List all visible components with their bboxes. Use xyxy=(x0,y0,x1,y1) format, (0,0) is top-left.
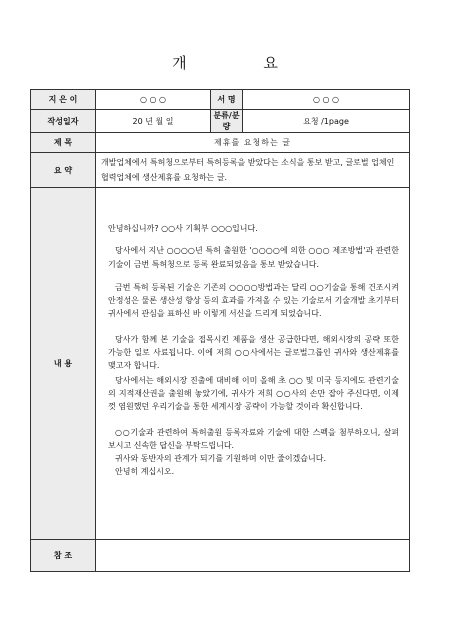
content-body xyxy=(96,188,410,540)
summary-label: 요 약 xyxy=(31,153,96,188)
author-label: 지 은 이 xyxy=(31,90,96,110)
content-paragraph: 귀사와 동반자의 관계가 되기를 기원하며 이만 줄이겠습니다. xyxy=(115,454,326,464)
subject-value: 제휴를 요청하는 글 xyxy=(96,133,410,153)
signature-value: ○ ○ ○ xyxy=(243,90,410,110)
summary-text: 개발업체에서 특허청으로부터 특허등록을 받았다는 소식을 통보 받고, 글로벌 업체인 협력업체에 생산제휴를 요청하는 글. xyxy=(96,153,410,188)
signature-label: 서 명 xyxy=(211,90,243,110)
content-paragraph: 안녕히 계십시오. xyxy=(115,467,175,477)
author-value: ○ ○ ○ xyxy=(96,90,211,110)
date-label: 작성일자 xyxy=(31,110,96,133)
reference-label: 참 조 xyxy=(31,540,96,572)
category-label: 분류/분량 xyxy=(211,110,243,133)
overview-form xyxy=(30,89,410,572)
content-paragraph: ○○기술과 관련하여 특허출원 등록자료와 기술에 대한 스펙을 첨부하오니, 살펴보시고 신속한 답신을 부탁드립니다. xyxy=(108,427,399,450)
content-label: 내 용 xyxy=(31,188,96,540)
document-title: 개 요 xyxy=(172,54,314,72)
content-paragraph: 금번 특허 등록된 기술은 기존의 ○○○○방법과는 달리 ○○기술을 통해 건조시켜 안정성은 물론 생산성 향상 등의 효과를 가져올 수 있는 기술로서 기술개발 초기부터 귀사에서 관심을 표하신 바 이렇게 서신을 드리게 되었습니다. xyxy=(108,282,399,319)
content-paragraph: 당사가 함께 본 기술을 접목시킨 제품을 생산 공급한다면, 해외시장의 공략 또한 가능한 일로 사료됩니다. 이에 저희 ○○사에서는 글로벌그룹인 귀사와 생산제휴를 맺고자 합니다. xyxy=(108,334,399,371)
reference-value xyxy=(96,540,410,572)
date-value: 20 년 월 일 xyxy=(96,110,211,133)
content-paragraph: 당사에서 지난 ○○○○년 특허 출원한 '○○○○에 의한 ○○○ 제조방법'과 관련한 기술이 금번 특허청으로 등록 완료되었음을 통보 받았습니다. xyxy=(108,246,399,269)
subject-label: 제 목 xyxy=(31,133,96,153)
category-value: 요청 /1page xyxy=(243,110,410,133)
content-paragraph: 당사에서는 해외시장 진출에 대비해 이미 올해 초 ○○ 및 미국 등지에도 관련기술의 지적재산권을 출원해 놓았기에, 귀사가 저희 ○○사의 손만 잡아 주신다면, 이제껏 염원했던 우리기술을 통한 세계시장 공략이 가능할 것이라 확신합니다. xyxy=(108,375,399,412)
content-paragraph: 안녕하십니까? ○○사 기획부 ○○○입니다. xyxy=(108,224,258,233)
